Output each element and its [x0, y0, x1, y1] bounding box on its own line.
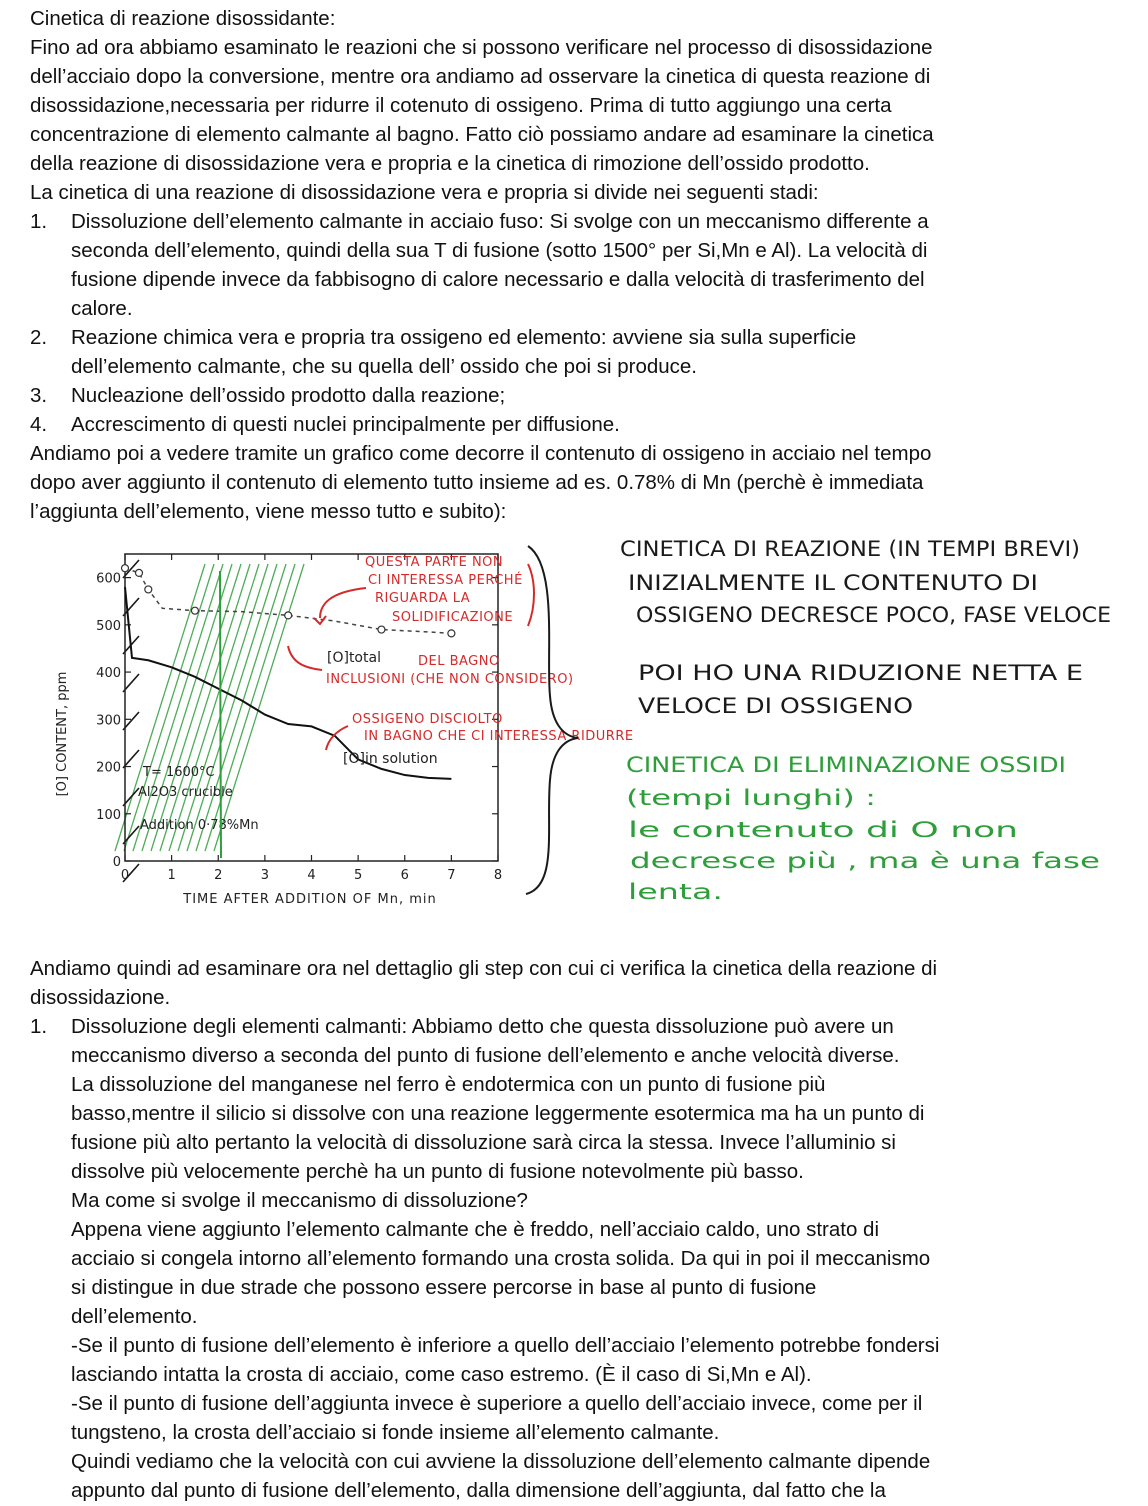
x-tick-label: 8 [493, 868, 503, 883]
black-note: OSSIGENO DECRESCE POCO, FASE VELOCE [636, 603, 1111, 627]
red-note: SOLIDIFICAZIONE [392, 610, 514, 625]
text-line: concentrazione di elemento calmante al bagno. Fatto ciò possiamo andare ad esaminare la cinetica [30, 123, 934, 146]
red-note: RIGUARDA LA [375, 591, 471, 606]
red-arrow [320, 588, 366, 618]
data-point [448, 630, 455, 637]
list-item [30, 1012, 1125, 1505]
red-bracket [528, 564, 534, 626]
red-note: DEL BAGNO [418, 654, 500, 669]
document-page [30, 4, 1125, 1505]
text-line: disossidazione. [30, 986, 171, 1009]
detail-list [30, 1012, 1125, 1505]
text-line: della reazione di disossidazione vera e propria e la cinetica di rimozione dell’ossido prodotto. [30, 152, 870, 175]
black-notes [620, 537, 1111, 718]
red-note: INCLUSIONI (CHE NON CONSIDERO) [326, 672, 574, 687]
green-note: decresce più , ma è una fase [630, 849, 1100, 873]
y-tick-label: 400 [96, 666, 121, 682]
text-line: fusione dipende invece da fabbisogno di calore necessario e dalla velocità di trasferimento del [71, 268, 925, 291]
x-tick-label: 6 [400, 868, 409, 883]
data-point [378, 626, 385, 633]
text-line: Dissoluzione degli elementi calmanti: Abbiamo detto che questa dissoluzione può avere un [71, 1015, 894, 1038]
text-line: Reazione chimica vera e propria tra ossigeno ed elemento: avviene sia sulla superficie [71, 326, 857, 349]
data-point [135, 569, 142, 576]
list-number: 1. [30, 210, 48, 233]
text-line: dissolve più velocemente perchè ha un punto di fusione notevolmente più basso. [71, 1160, 804, 1183]
text-line: Dissoluzione dell’elemento calmante in acciaio fuso: Si svolge con un meccanismo differente a [71, 210, 929, 233]
stages-list [30, 207, 1125, 439]
red-note: IN BAGNO CHE CI INTERESSA RIDURRE [364, 729, 634, 744]
black-note: INIZIALMENTE IL CONTENUTO DI [628, 571, 1038, 595]
label-o-total: [O]total [327, 650, 381, 666]
list-number: 3. [30, 384, 48, 407]
text-line: lasciando intatta la crosta di acciaio, come caso estremo. (È il caso di Si,Mn e Al). [71, 1363, 812, 1386]
text-line: La cinetica di una reazione di disossidazione vera e propria si divide nei seguenti stadi: [30, 181, 819, 204]
text-line: fusione più alto pertanto la velocità di dissoluzione sarà circa la stessa. Invece l’alluminio si [71, 1131, 896, 1154]
green-hatch-line [160, 564, 250, 851]
y-tick-label: 100 [96, 807, 121, 823]
green-boundary-line [220, 571, 221, 858]
text-line: Nucleazione dell’ossido prodotto dalla reazione; [71, 384, 506, 407]
annotated-figure [30, 526, 1125, 931]
x-tick-label: 4 [307, 868, 316, 883]
x-axis-label: TIME AFTER ADDITION OF Mn, min [183, 892, 437, 907]
list-number: 4. [30, 413, 48, 436]
data-point [191, 607, 198, 614]
text-line: Quindi vediamo che la velocità con cui avviene la dissoluzione dell’elemento calmante dipende [71, 1450, 931, 1473]
text-line: tungsteno, la crosta dell’acciaio si fonde insieme all’elemento calmante. [71, 1421, 720, 1444]
green-note: CINETICA DI ELIMINAZIONE OSSIDI [626, 753, 1066, 777]
red-note: CI INTERESSA PERCHÉ [368, 573, 523, 588]
list-number: 1. [30, 1015, 48, 1038]
y-tick-label: 300 [96, 713, 121, 729]
data-point [285, 612, 292, 619]
text-line: dell’acciaio dopo la conversione, mentre ora andiamo ad osservare la cinetica di questa reazione di [30, 65, 931, 88]
x-tick-label: 3 [260, 868, 270, 883]
black-note: CINETICA DI REAZIONE (IN TEMPI BREVI) [620, 537, 1080, 561]
y-tick-label: 0 [112, 855, 121, 870]
text-line: acciaio si congela intorno all’elemento formando una crosta solida. Da qui in poi il meccanismo [71, 1247, 931, 1270]
list-item [30, 207, 1125, 323]
y-tick-label: 600 [96, 571, 121, 587]
green-hatch-line [169, 564, 259, 851]
text-line: Andiamo quindi ad esaminare ora nel dettaglio gli step con cui ci verifica la cinetica della reazione di [30, 957, 938, 980]
red-arrow [288, 646, 322, 670]
green-note: lenta. [628, 880, 723, 904]
x-tick-label: 2 [214, 868, 223, 883]
list-item [30, 381, 1125, 410]
data-point [145, 586, 152, 593]
oxygen-content-chart [30, 526, 1125, 931]
green-note: (tempi lunghi) : [626, 786, 876, 810]
text-line: Ma come si svolge il meccanismo di dissoluzione? [71, 1189, 528, 1212]
text-line: calore. [71, 297, 133, 320]
green-note: le contenuto di O non [628, 818, 1018, 842]
y-tick-label: 500 [96, 618, 121, 634]
text-line: Appena viene aggiunto l’elemento calmante che è freddo, nell’acciaio caldo, uno strato di [71, 1218, 879, 1241]
text-line: meccanismo diverso a seconda del punto di fusione dell’elemento e anche velocità diverse. [71, 1044, 900, 1067]
steps-intro-paragraph [30, 954, 1125, 1012]
text-line: si distingue in due strade che possono essere percorse in base al punto di fusione [71, 1276, 817, 1299]
list-item [30, 410, 1125, 439]
red-note: OSSIGENO DISCIOLTO [352, 712, 503, 727]
text-line: Fino ad ora abbiamo esaminato le reazioni che si possono verificare nel processo di disossidazione [30, 36, 933, 59]
y-tick-label: 200 [96, 760, 121, 776]
list-number: 2. [30, 326, 48, 349]
text-line: l’aggiunta dell’elemento, viene messo tutto e subito): [30, 500, 507, 523]
text-line: La dissoluzione del manganese nel ferro è endotermica con un punto di fusione più [71, 1073, 826, 1096]
text-line: Accrescimento di questi nuclei principalmente per diffusione. [71, 413, 620, 436]
black-note: VELOCE DI OSSIGENO [638, 694, 913, 718]
section-title: Cinetica di reazione disossidante: [30, 7, 336, 30]
text-line: basso,mentre il silicio si dissolve con una reazione leggermente esotermica ma ha un punto di [71, 1102, 925, 1125]
label-temperature: T= 1600°C [143, 765, 215, 780]
text-line: Andiamo poi a vedere tramite un grafico come decorre il contenuto di ossigeno in acciaio nel tempo [30, 442, 932, 465]
text-line: appunto dal punto di fusione dell’elemento, dalla dimensione dell’aggiunta, dal fatto che la [71, 1479, 886, 1502]
x-tick-label: 0 [120, 868, 130, 883]
text-line: dopo aver aggiunto il contenuto di elemento tutto insieme ad es. 0.78% di Mn (perchè è immediata [30, 471, 924, 494]
text-line: -Se il punto di fusione dell’aggiunta invece è superiore a quello dell’acciaio invece, come per il [71, 1392, 923, 1415]
graph-intro-paragraph [30, 439, 1125, 526]
label-addition: Addition 0·78%Mn [140, 818, 259, 833]
red-note: QUESTA PARTE NON [365, 555, 504, 570]
text-line: seconda dell’elemento, quindi della sua T di fusione (sotto 1500° per Si,Mn e Al). La velocità di [71, 239, 928, 262]
black-note: POI HO UNA RIDUZIONE NETTA E [638, 661, 1083, 685]
label-crucible: Al2O3 crucible [138, 785, 233, 800]
text-line: dell’elemento calmante, che su quella dell’ ossido che poi si produce. [71, 355, 698, 378]
x-tick-label: 1 [167, 868, 176, 883]
intro-paragraph [30, 33, 1125, 207]
data-point [122, 565, 129, 572]
x-tick-label: 7 [447, 868, 456, 883]
list-item [30, 323, 1125, 381]
text-line: dell’elemento. [71, 1305, 198, 1328]
hatch-marks [112, 560, 304, 882]
text-line: -Se il punto di fusione dell’elemento è inferiore a quello dell’acciaio l’elemento potrebbe fondersi [71, 1334, 940, 1357]
x-tick-label: 5 [353, 868, 363, 883]
y-axis-label: [O] CONTENT, ppm [55, 671, 70, 797]
text-line: disossidazione,necessaria per ridurre il cotenuto di ossigeno. Prima di tutto aggiungo una certa [30, 94, 892, 117]
label-o-solution: [O]in solution [343, 751, 438, 767]
green-notes [626, 753, 1100, 904]
